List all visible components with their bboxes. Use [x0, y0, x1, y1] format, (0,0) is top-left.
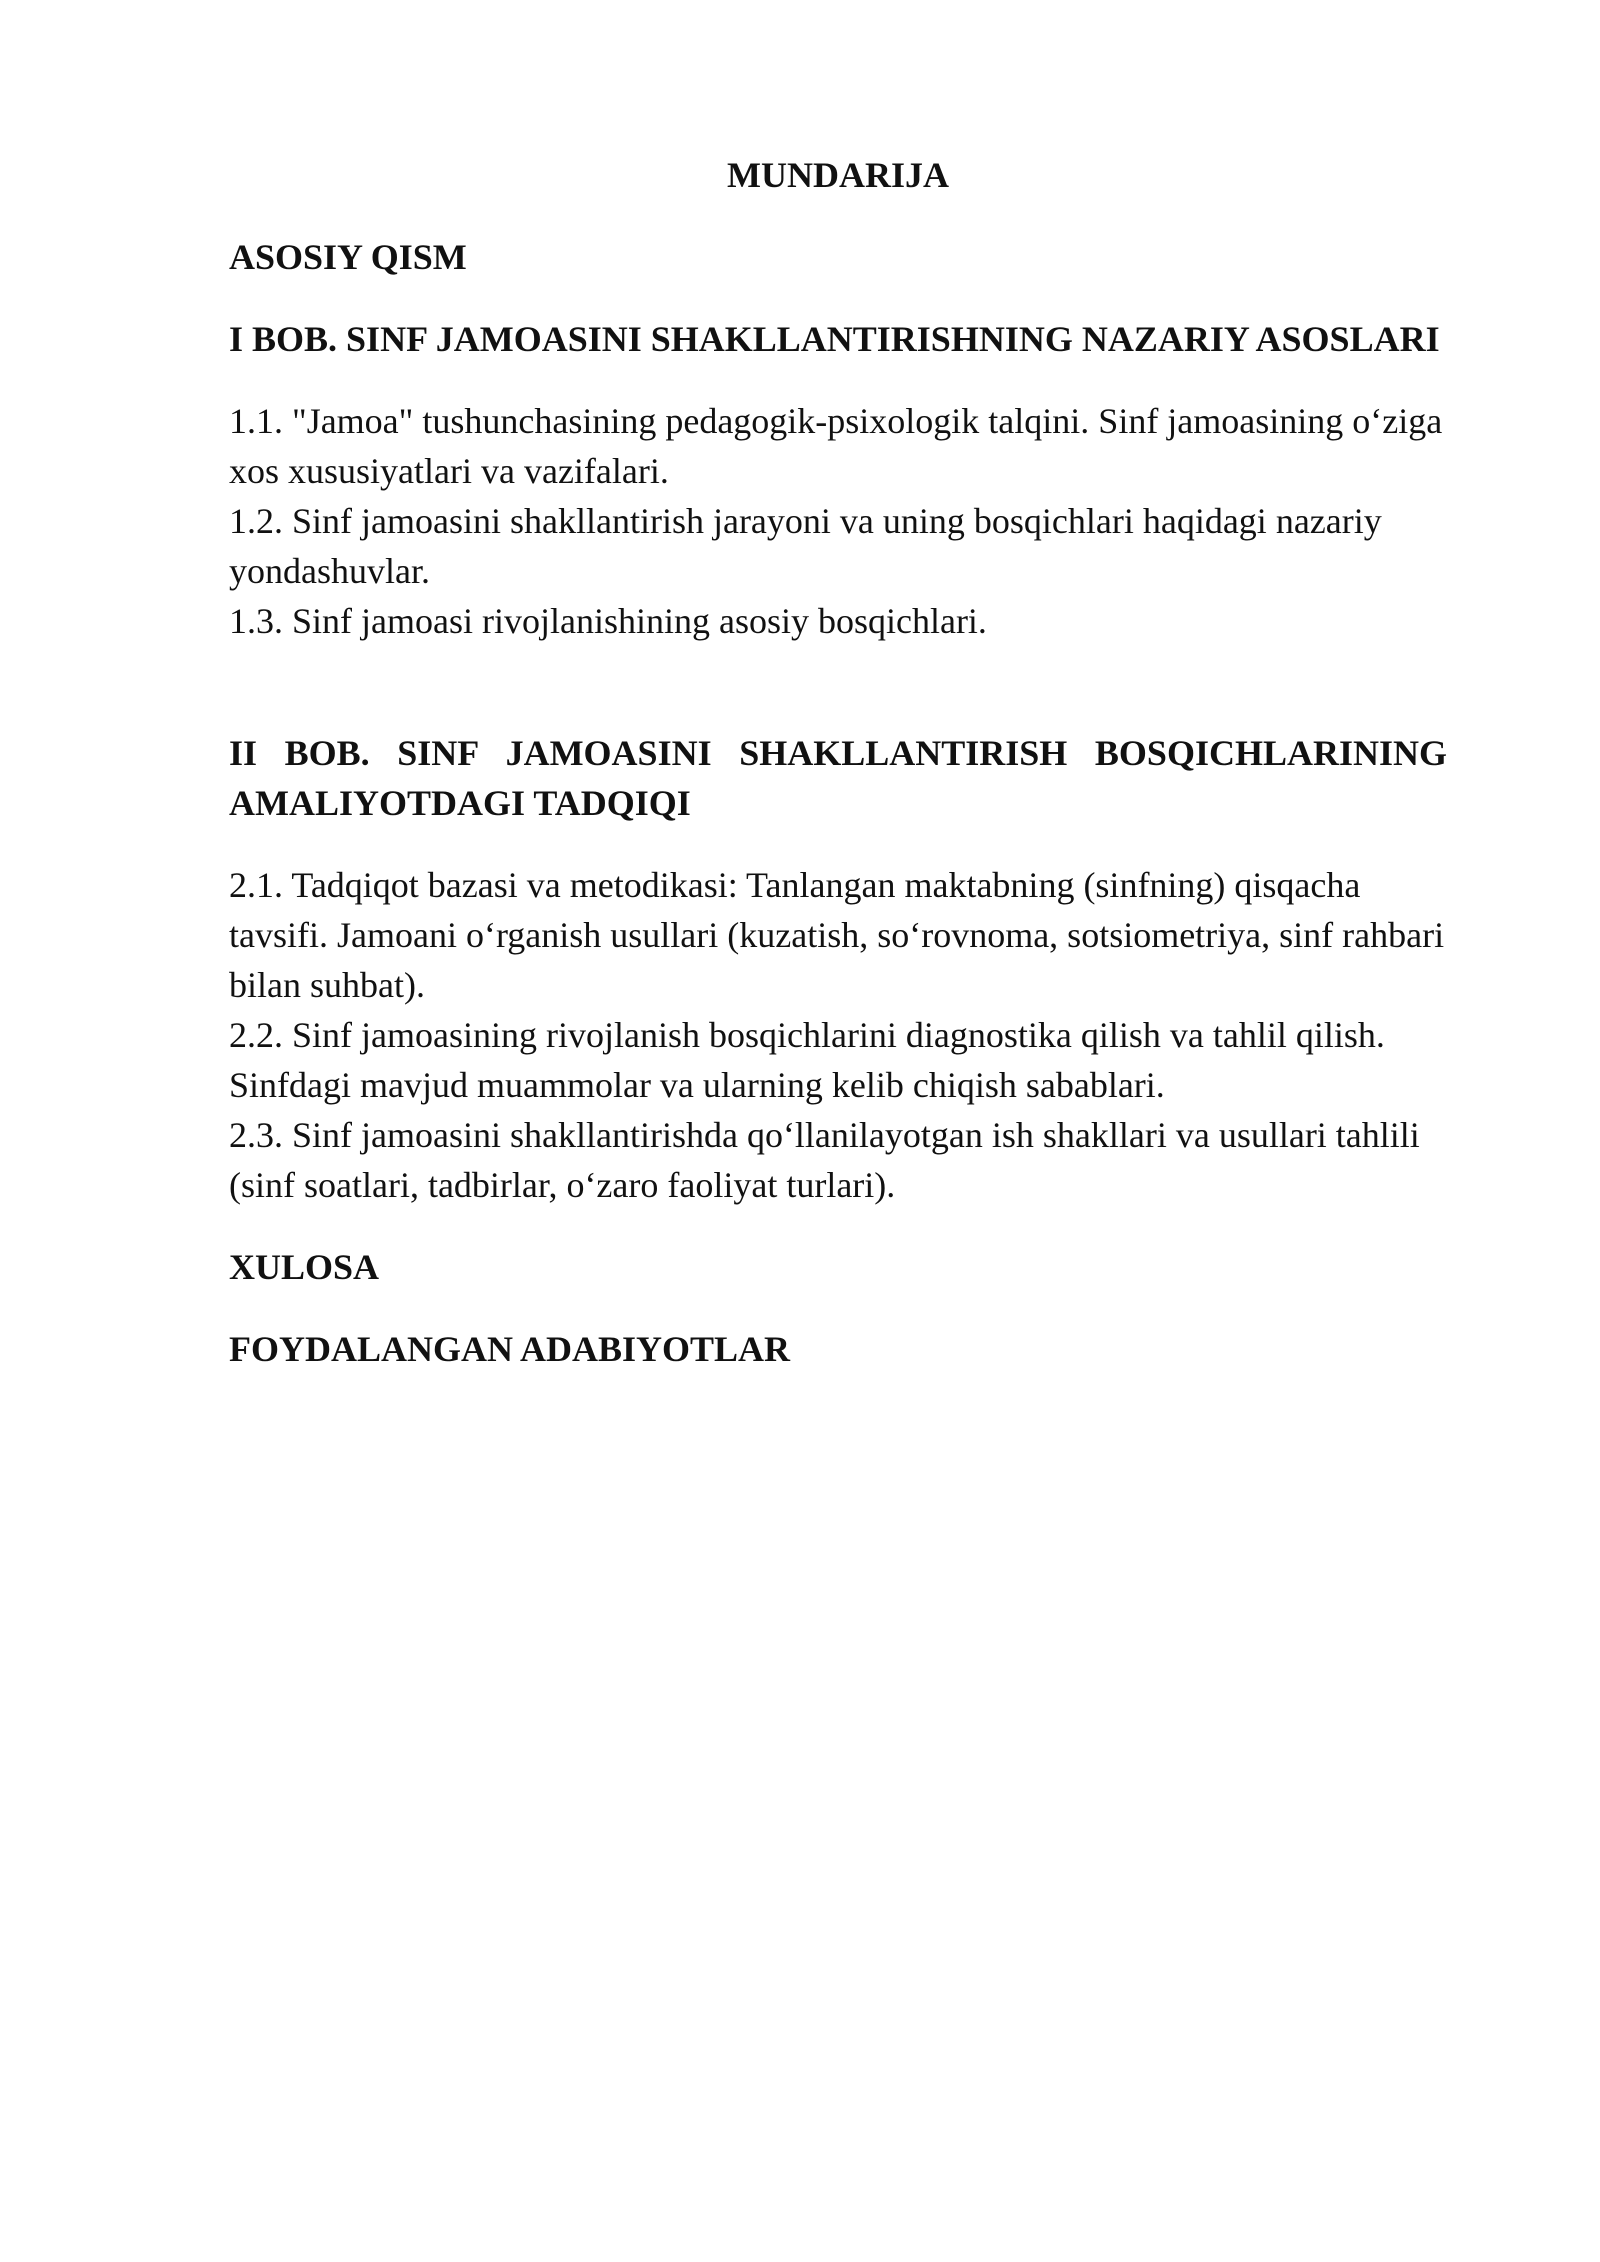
toc-entry-1-2: 1.2. Sinf jamoasini shakllantirish jarayoni va uning bosqichlari haqidagi nazariy yondashuvlar.	[229, 501, 1382, 591]
table-of-contents	[229, 150, 1447, 1406]
references-heading: FOYDALANGAN ADABIYOTLAR	[229, 1329, 791, 1369]
spacer	[229, 1210, 1447, 1242]
toc-entry-2-3: 2.3. Sinf jamoasini shakllantirishda qo‘llanilayotgan ish shakllari va usullari tahlili (sinf soatlari, tadbirlar, o‘zaro faoliyat turlari).	[229, 1115, 1420, 1205]
chapter-1-entries	[229, 396, 1447, 646]
chapter-1	[229, 314, 1447, 646]
conclusion-heading: XULOSA	[229, 1247, 380, 1287]
toc-entry-2-1: 2.1. Tadqiqot bazasi va metodikasi: Tanlangan maktabning (sinfning) qisqacha tavsifi. Jamoani o‘rganish usullari (kuzatish, so‘rovnoma, sotsiometriya, sinf rahbari bilan suhbat).	[229, 865, 1445, 1005]
chapter-1-heading: I BOB. SINF JAMOASINI SHAKLLANTIRISHNING NAZARIY ASOSLARI	[229, 319, 1440, 359]
toc-entry-2-2: 2.2. Sinf jamoasining rivojlanish bosqichlarini diagnostika qilish va tahlil qilish. Sinfdagi mavjud muammolar va ularning kelib chiqish sabablari.	[229, 1015, 1385, 1105]
main-part-heading: ASOSIY QISM	[229, 237, 467, 277]
chapter-2-entries	[229, 860, 1447, 1210]
chapter-2	[229, 728, 1447, 1210]
page-title: MUNDARIJA	[727, 155, 949, 195]
chapter-2-heading: II BOB. SINF JAMOASINI SHAKLLANTIRISH BOSQICHLARINING AMALIYOTDAGI TADQIQI	[229, 733, 1447, 823]
toc-entry-1-1: 1.1. "Jamoa" tushunchasining pedagogik-psixologik talqini. Sinf jamoasining o‘ziga xos xususiyatlari va vazifalari.	[229, 401, 1443, 491]
toc-entry-1-3: 1.3. Sinf jamoasi rivojlanishining asosiy bosqichlari.	[229, 601, 987, 641]
spacer	[229, 646, 1447, 728]
